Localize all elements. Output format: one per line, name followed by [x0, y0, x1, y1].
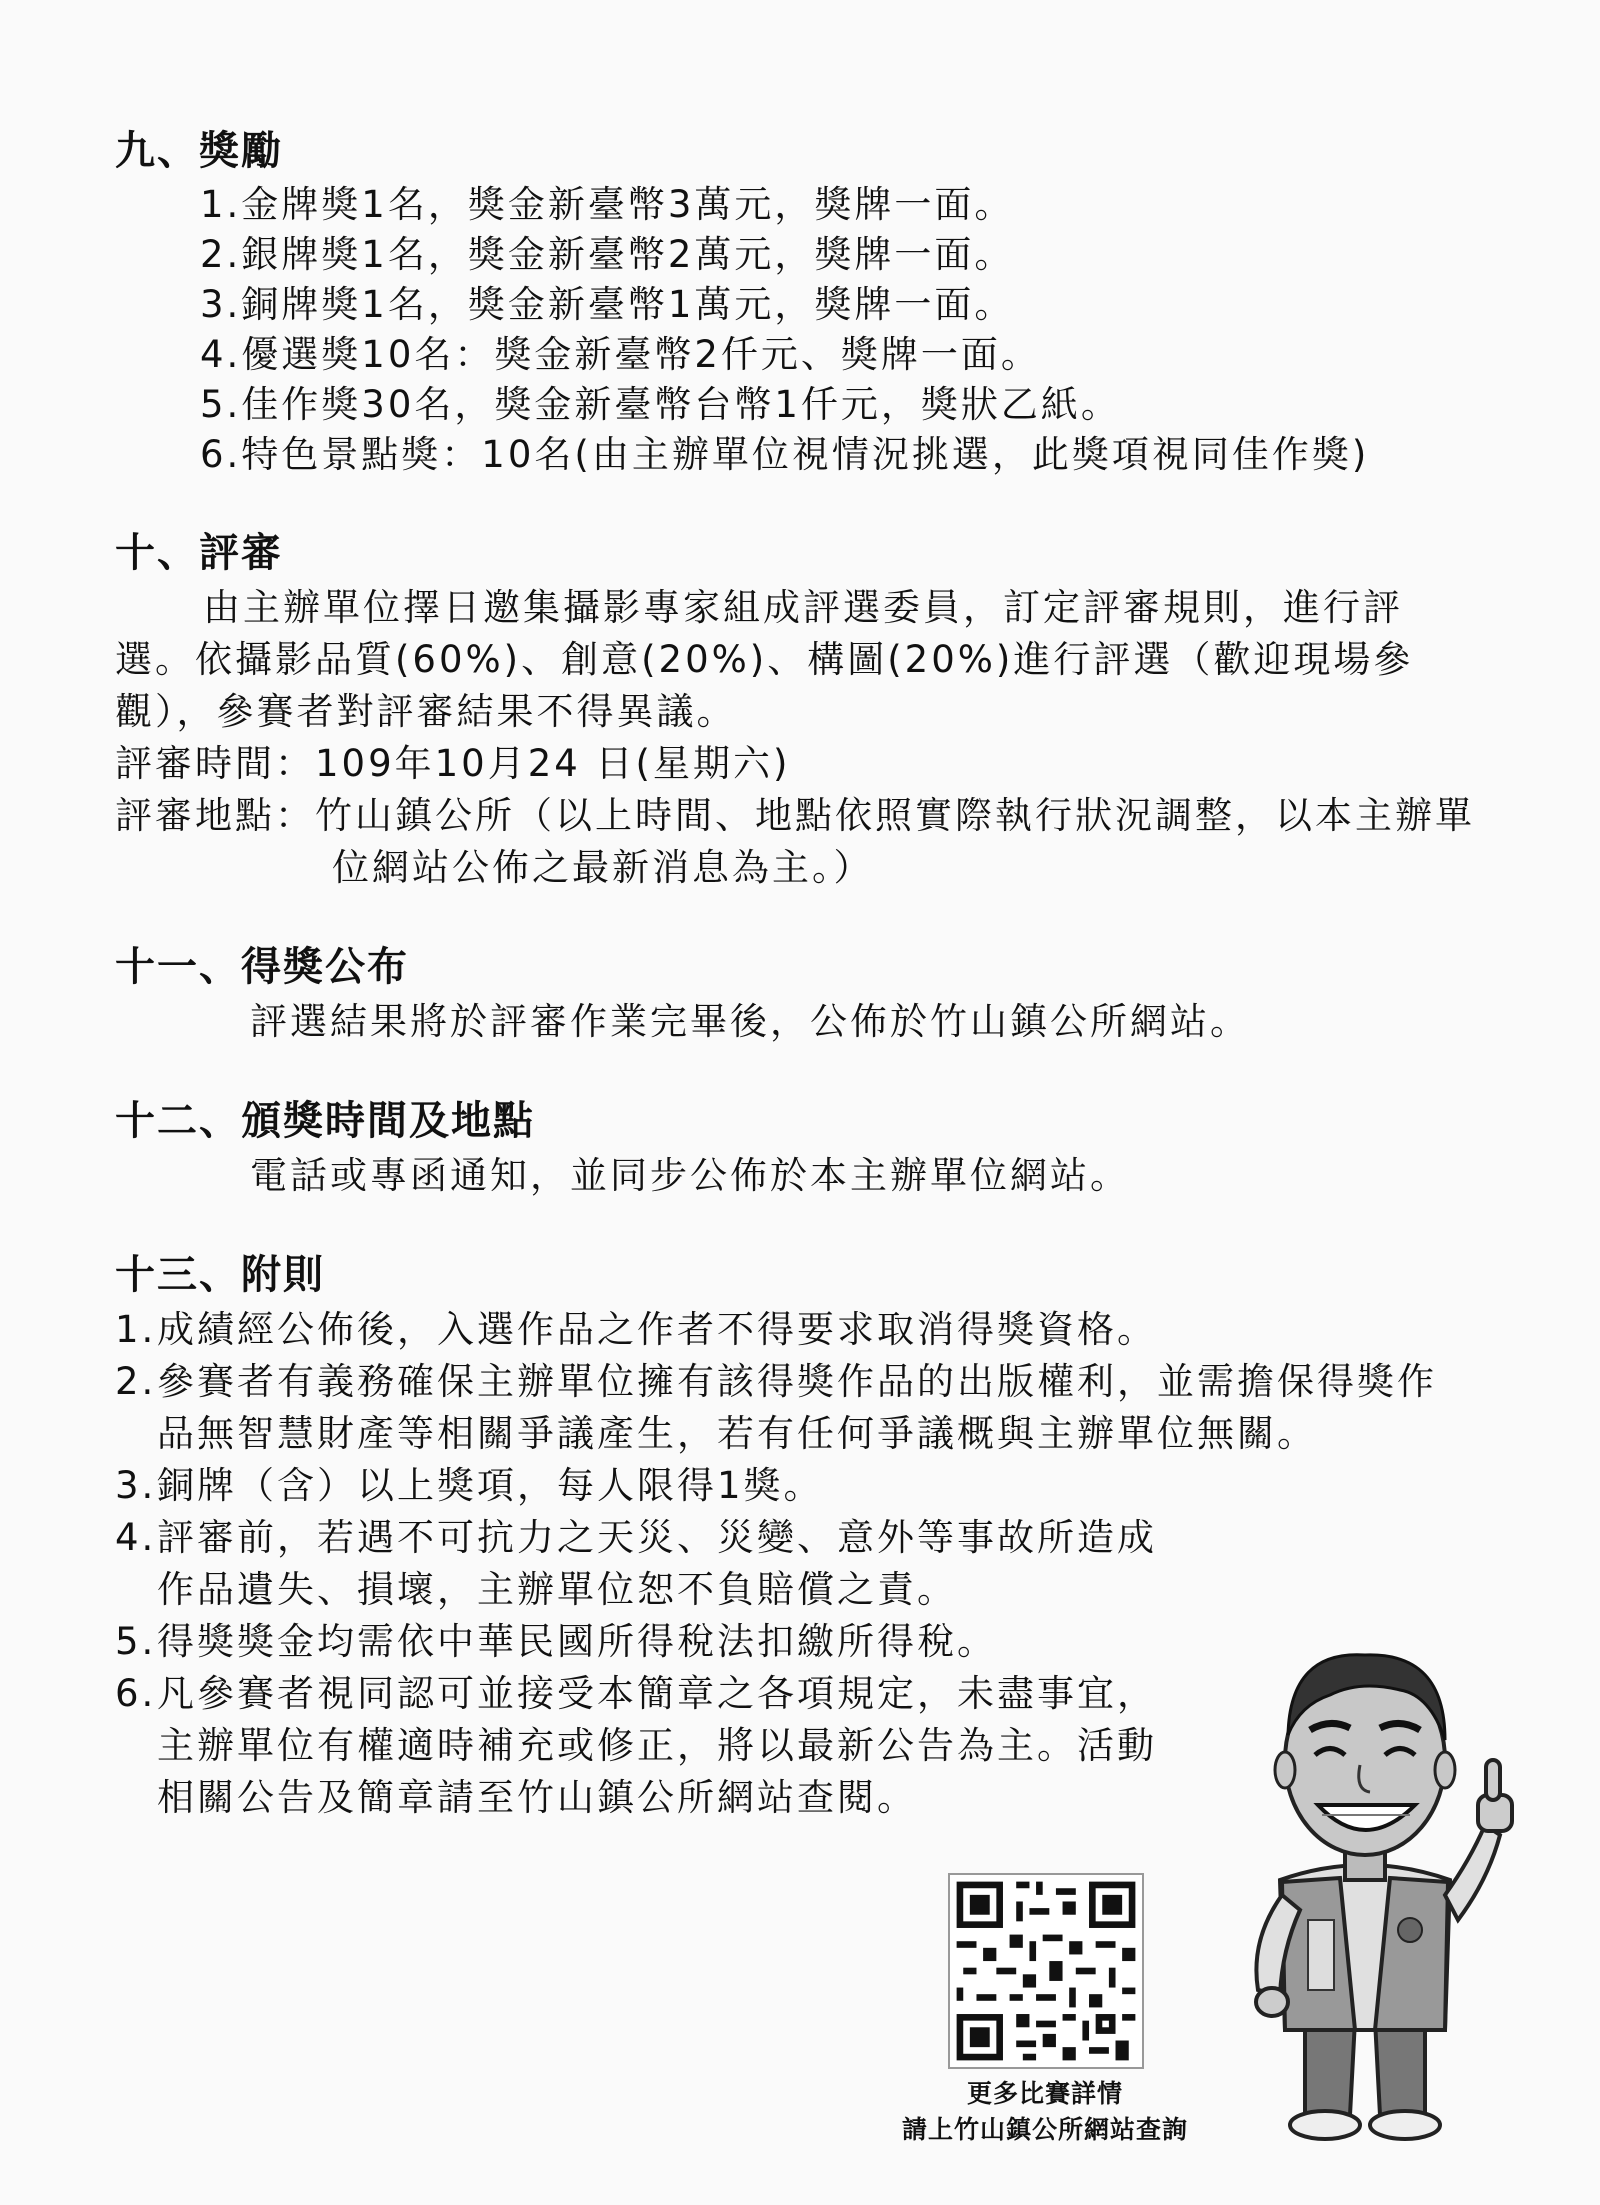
rule-text: 評審前，若遇不可抗力之天災、災變、意外等事故所造成作品遺失、損壞，主辦單位恕不負賠償之責。: [157, 1516, 1157, 1611]
award-item: 2.銀牌獎1名，獎金新臺幣2萬元，獎牌一面。: [200, 233, 1015, 276]
rule-number: 1.: [115, 1308, 157, 1351]
thumbs-up-mascot-icon: [1210, 1610, 1520, 2150]
award-item: 1.金牌獎1名，獎金新臺幣3萬元，獎牌一面。: [200, 183, 1015, 226]
qr-code[interactable]: [948, 1873, 1144, 2069]
rule-item: [115, 1304, 1475, 1356]
rule-text: 得獎獎金均需依中華民國所得稅法扣繳所得稅。: [157, 1620, 997, 1663]
rule-item: [115, 1668, 1195, 1824]
rule-item: [115, 1512, 1195, 1616]
rule-number: 2.: [115, 1360, 157, 1403]
qr-code-icon: [950, 1875, 1142, 2067]
announcement-text: 評選結果將於評審作業完畢後，公佈於竹山鎮公所網站。: [250, 1000, 1250, 1043]
rule-number: 5.: [115, 1620, 157, 1663]
judging-time: 評審時間：109年10月24 日(星期六): [115, 742, 791, 785]
rule-text: 參賽者有義務確保主辦單位擁有該得獎作品的出版權利，並需擔保得獎作品無智慧財產等相關爭議產生，若有任何爭議概與主辦單位無關。: [157, 1360, 1437, 1455]
section-announcement: [115, 938, 1475, 1048]
section-judging: [115, 524, 1475, 894]
rule-item: [115, 1616, 1195, 1668]
judging-place: 評審地點：竹山鎮公所（以上時間、地點依照實際執行狀況調整，以本主辦單位網站公佈之最新消息為主。）: [115, 794, 1475, 889]
rule-number: 6.: [115, 1672, 157, 1715]
section-title-judging: 十、評審: [115, 530, 283, 576]
rule-number: 4.: [115, 1516, 157, 1559]
mascot-illustration: [1210, 1610, 1520, 2150]
section-title-ceremony: 十二、頒獎時間及地點: [115, 1098, 535, 1144]
judging-paragraph: 由主辦單位擇日邀集攝影專家組成評選委員，訂定評審規則，進行評選。依攝影品質(60%)、創意(20%)、構圖(20%)進行評選（歡迎現場參觀），參賽者對評審結果不得異議。: [115, 586, 1414, 733]
rule-number: 3.: [115, 1464, 157, 1507]
award-item: 6.特色景點獎：10名(由主辦單位視情況挑選，此獎項視同佳作獎): [200, 433, 1370, 476]
rule-text: 凡參賽者視同認可並接受本簡章之各項規定，未盡事宜，主辦單位有權適時補充或修正，將以最新公告為主。活動相關公告及簡章請至竹山鎮公所網站查閱。: [157, 1672, 1157, 1819]
rule-item: [115, 1460, 1475, 1512]
award-item: 4.優選獎10名：獎金新臺幣2仟元、獎牌一面。: [200, 333, 1041, 376]
document-content: [115, 122, 1475, 1868]
rule-item: [115, 1356, 1475, 1460]
section-title-rules: 十三、附則: [115, 1252, 325, 1298]
award-item: 5.佳作獎30名，獎金新臺幣台幣1仟元，獎狀乙紙。: [200, 383, 1121, 426]
section-awards: [115, 122, 1475, 480]
awards-list: [115, 180, 1475, 480]
rule-text: 成績經公佈後，入選作品之作者不得要求取消得獎資格。: [157, 1308, 1157, 1351]
section-title-announcement: 十一、得獎公布: [115, 944, 409, 990]
section-ceremony: [115, 1092, 1475, 1202]
qr-caption-line: 更多比賽詳情: [966, 2079, 1123, 2108]
award-item: 3.銅牌獎1名，獎金新臺幣1萬元，獎牌一面。: [200, 283, 1015, 326]
ceremony-text: 電話或專函通知，並同步公佈於本主辦單位網站。: [250, 1154, 1130, 1197]
rule-text: 銅牌（含）以上獎項，每人限得1獎。: [157, 1464, 824, 1507]
qr-caption: [860, 2076, 1230, 2148]
qr-caption-line: 請上竹山鎮公所網站查詢: [901, 2115, 1188, 2144]
section-title-awards: 九、獎勵: [115, 128, 283, 174]
